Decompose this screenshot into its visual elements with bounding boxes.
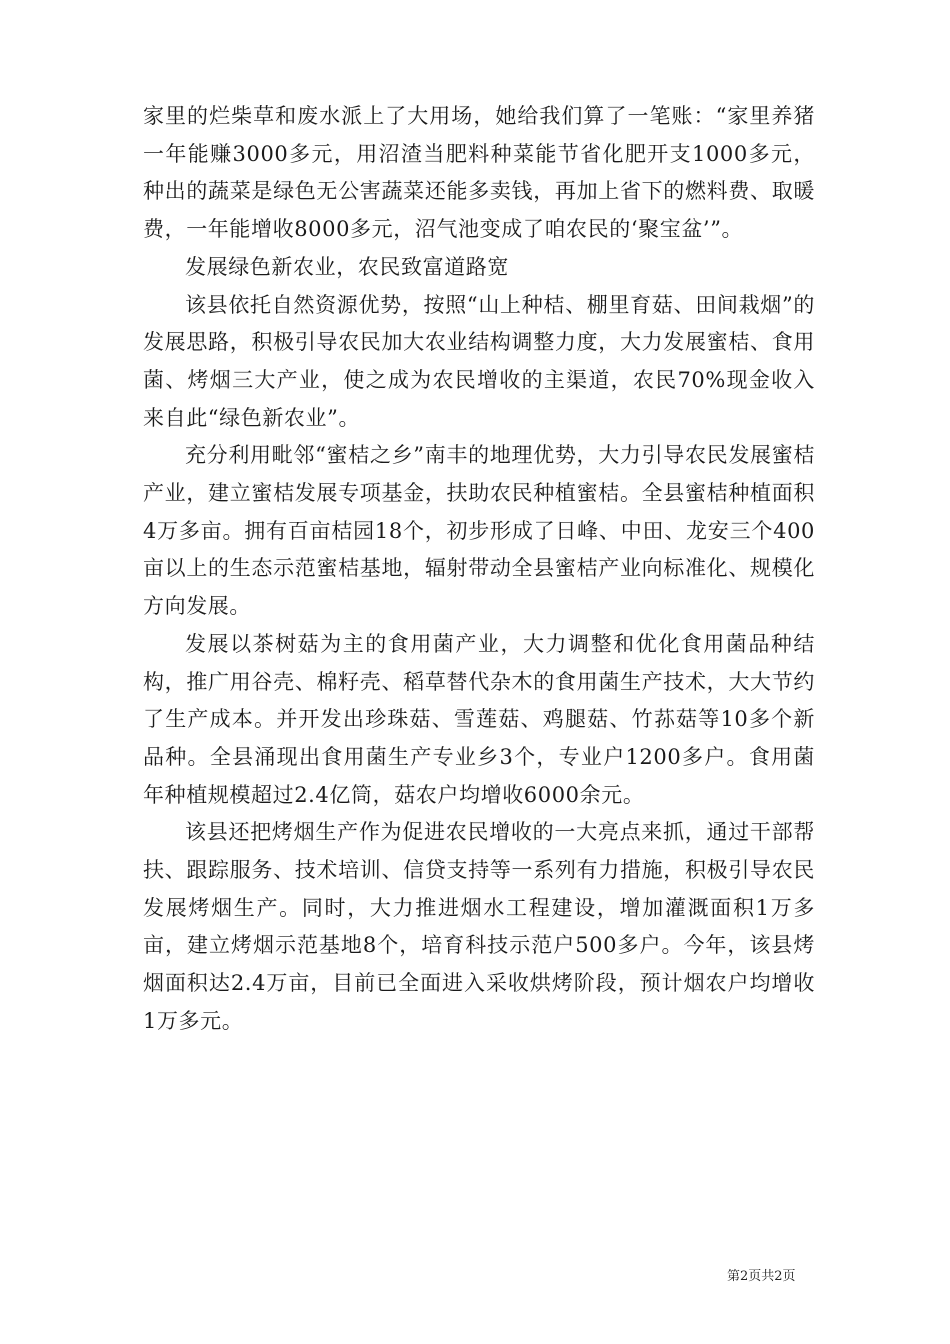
paragraph: 该县还把烤烟生产作为促进农民增收的一大亮点来抓，通过干部帮扶、跟踪服务、技术培训、信贷支持等一系列有力措施，积极引导农民发展烤烟生产。同时，大力推进烟水工程建设，增加灌溉面积1万多亩，建立烤烟示范基地8个，培育科技示范户500多户。今年，该县烤烟面积达2.4万亩，目前已全面进入采收烘烤阶段，预计烟农户均增收1万多元。 xyxy=(143,820,815,1033)
paragraph: 发展以茶树菇为主的食用菌产业，大力调整和优化食用菌品种结构，推广用谷壳、棉籽壳、稻草替代杂木的食用菌生产技术，大大节约了生产成本。并开发出珍珠菇、雪莲菇、鸡腿菇、竹荪菇等10多个新品种。全县涌现出食用菌生产专业乡3个，专业户1200多户。食用菌年种植规模超过2.4亿筒，菇农户均增收6000余元。 xyxy=(143,631,815,807)
paragraph-continuation: 家里的烂柴草和废水派上了大用场，她给我们算了一笔账：“家里养猪一年能赚3000多元，用沼渣当肥料种菜能节省化肥开支1000多元，种出的蔬菜是绿色无公害蔬菜还能多卖钱，再加上省下的燃料费、取暖费，一年能增收8000多元，沼气池变成了咱农民的‘聚宝盆’”。 xyxy=(143,104,815,242)
document-body xyxy=(143,98,815,1041)
paragraph: 该县依托自然资源优势，按照“山上种桔、棚里育菇、田间栽烟”的发展思路，积极引导农民加大农业结构调整力度，大力发展蜜桔、食用菌、烤烟三大产业，使之成为农民增收的主渠道，农民70%现金收入来自此“绿色新农业”。 xyxy=(143,292,815,430)
section-heading: 发展绿色新农业，农民致富道路宽 xyxy=(185,254,509,279)
paragraph: 充分利用毗邻“蜜桔之乡”南丰的地理优势，大力引导农民发展蜜桔产业，建立蜜桔发展专项基金，扶助农民种植蜜桔。全县蜜桔种植面积4万多亩。拥有百亩桔园18个，初步形成了日峰、中田、龙安三个400亩以上的生态示范蜜桔基地，辐射带动全县蜜桔产业向标准化、规模化方向发展。 xyxy=(143,443,815,619)
page-number: 第2页共2页 xyxy=(727,1269,796,1284)
